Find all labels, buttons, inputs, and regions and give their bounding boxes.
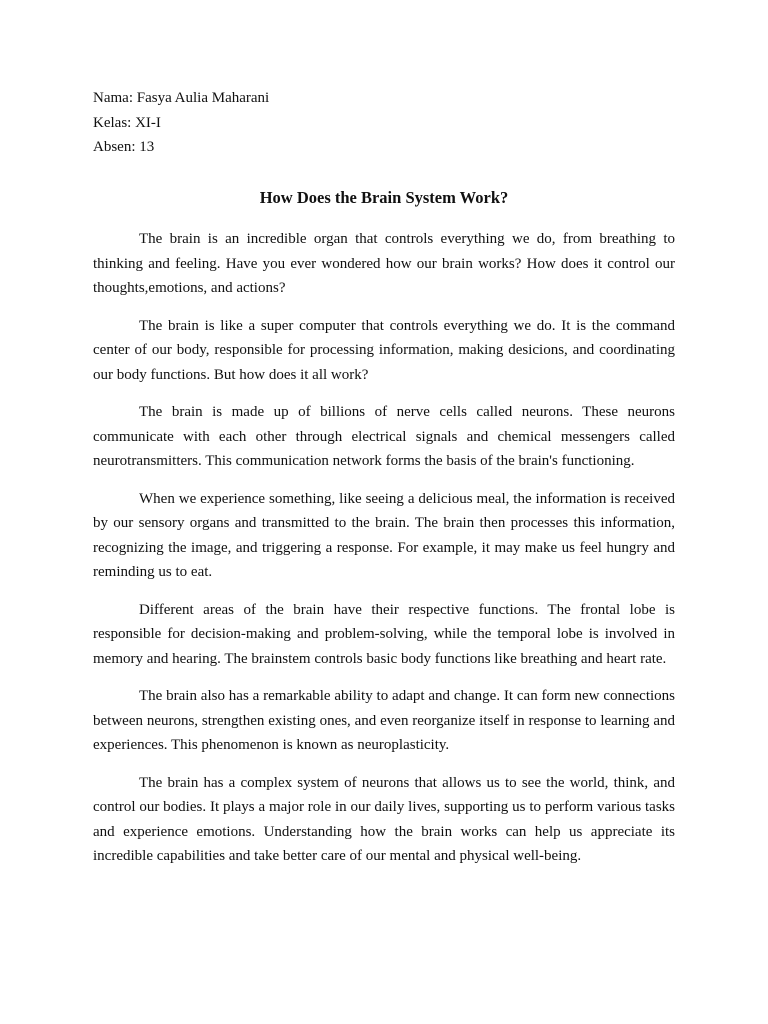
paragraph-5: Different areas of the brain have their respective functions. The frontal lobe is responsible for decision-making and problem-solving, while the temporal lobe is involved in memory and hearing. The brainstem controls basic body functions like breathing and heart rate. — [93, 601, 675, 667]
student-absen: Absen: 13 — [93, 139, 155, 155]
paragraph-6: The brain also has a remarkable ability to adapt and change. It can form new connections between neurons, strengthen existing ones, and even reorganize itself in response to learning and experiences. This phenomenon is known as neuroplasticity. — [93, 688, 675, 753]
paragraph-4: When we experience something, like seeing a delicious meal, the information is received by our sensory organs and transmitted to the brain. The brain then processes this information, recognizing the image, and triggering a response. For example, it may make us feel hungry and reminding us to eat. — [93, 490, 675, 580]
paragraph-1: The brain is an incredible organ that controls everything we do, from breathing to thinking and feeling. Have you ever wondered how our brain works? How does it control our thoughts,emotions, and actions? — [93, 231, 675, 296]
paragraph-3: The brain is made up of billions of nerve cells called neurons. These neurons communicate with each other through electrical signals and chemical messengers called neurotransmitters. This communication network forms the basis of the brain's functioning. — [93, 404, 675, 469]
student-info — [93, 86, 675, 160]
document-title: How Does the Brain System Work? — [259, 188, 509, 207]
paragraph-7: The brain has a complex system of neurons that allows us to see the world, think, and control our bodies. It plays a major role in our daily lives, supporting us to perform various tasks and experience emotions. Understanding how the brain works can help us appreciate its incredible capabilities and take better care of our mental and physical well-being. — [93, 774, 675, 864]
essay-body — [93, 227, 675, 882]
student-class: Kelas: XI-I — [93, 114, 161, 131]
paragraph-2: The brain is like a super computer that controls everything we do. It is the command center of our body, responsible for processing information, making desicions, and coordinating our body functions. But how does it all work? — [93, 317, 675, 383]
student-name: Nama: Fasya Aulia Maharani — [93, 90, 270, 106]
